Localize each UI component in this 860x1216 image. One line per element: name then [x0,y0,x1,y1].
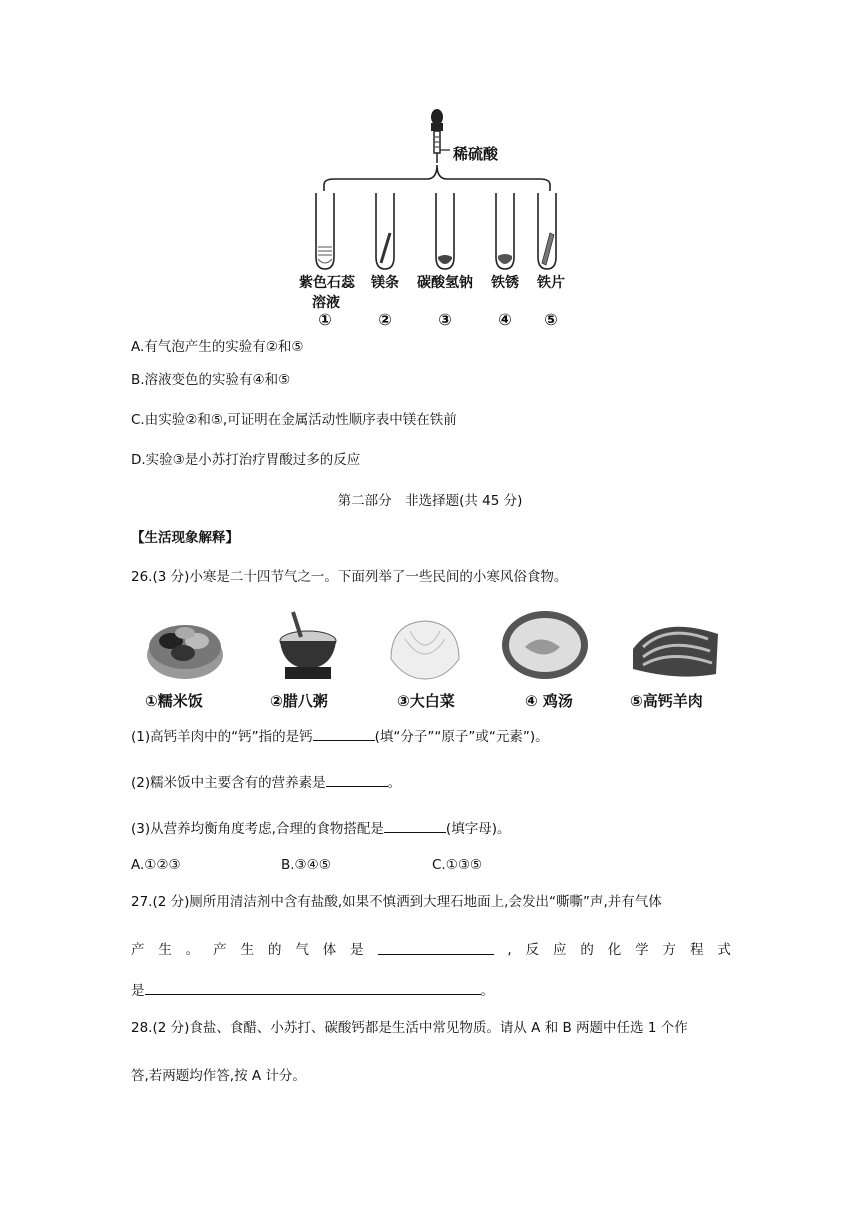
tube-number-1: ① [318,310,332,329]
q27-line1: 27.(2 分)厕所用清洁剂中含有盐酸,如果不慎洒到大理石地面上,会发出“嘶嘶”声,并有气体 [131,894,662,910]
food-label-2: ②腊八粥 [270,692,328,710]
test-tube-5 [538,193,556,269]
q26-sub3: (3)从营养均衡角度考虑,合理的食物搭配是 (填字母)。 [131,818,510,839]
food-label-1: ①糯米饭 [145,692,203,710]
q26-sub1: (1)高钙羊肉中的“钙”指的是钙 (填“分子”“原子”或“元素”)。 [131,726,549,747]
answer-blank-3[interactable] [384,818,446,833]
acid-apparatus-drawing [290,105,580,280]
acid-tubes-figure [290,105,580,335]
tube-label-4: 铁锈 [491,275,519,291]
q26-choice-b: B.③④⑤ [281,857,331,873]
q27-line2: 产 生 。 产 生 的 气 体 是 , 反 应 的 化 学 方 程 式 [131,942,731,958]
q26-stem: 26.(3 分)小寒是二十四节气之一。下面列举了一些民间的小寒风俗食物。 [131,569,568,585]
answer-blank-2[interactable] [326,772,388,787]
food-images [140,605,730,715]
tube-label-1: 紫色石蕊 溶液 [299,275,355,311]
food-cabbage-image [385,609,465,684]
q26-choice-c: C.①③⑤ [432,857,483,873]
food-rice-image [145,607,225,682]
q28-line1: 28.(2 分)食盐、食醋、小苏打、碳酸钙都是生活中常见物质。请从 A 和 B 两题中任选 1 个作 [131,1020,688,1036]
food-label-4: ④ 鸡汤 [525,692,573,710]
answer-blank-1[interactable] [313,726,375,741]
tube-label-2: 镁条 [371,275,399,291]
acid-label: 稀硫酸 [453,145,499,163]
tube-number-2: ② [378,310,392,329]
food-mutton-image [628,609,723,684]
q27-line3: 是 。 [131,980,494,1001]
test-tube-4 [496,193,514,269]
food-label-3: ③大白菜 [397,692,455,710]
test-tube-3 [436,193,454,269]
section-title: 第二部分 非选择题(共 45 分) [337,493,523,509]
q28-line2: 答,若两题均作答,按 A 计分。 [131,1068,306,1084]
answer-blank-gas[interactable] [378,940,494,955]
dropper-icon [431,109,450,163]
option-b: B.溶液变色的实验有④和⑤ [131,372,291,388]
q26-sub2: (2)糯米饭中主要含有的营养素是 。 [131,772,401,793]
food-soup-image [500,607,590,682]
tube-label-5: 铁片 [537,275,565,291]
test-tube-1 [316,193,334,269]
answer-blank-equation[interactable] [145,980,481,995]
option-a: A.有气泡产生的实验有②和⑤ [131,339,304,355]
q26-choice-a: A.①②③ [131,857,181,873]
food-label-5: ⑤高钙羊肉 [630,692,703,710]
test-tube-2 [376,193,394,269]
tube-label-3: 碳酸氢钠 [417,275,473,291]
tube-number-4: ④ [498,310,512,329]
option-d: D.实验③是小苏打治疗胃酸过多的反应 [131,452,361,468]
tube-number-3: ③ [438,310,452,329]
subsection-heading: 【生活现象解释】 [131,530,239,546]
option-c: C.由实验②和⑤,可证明在金属活动性顺序表中镁在铁前 [131,412,457,428]
tube-number-5: ⑤ [544,310,558,329]
food-porridge-image [273,607,343,682]
